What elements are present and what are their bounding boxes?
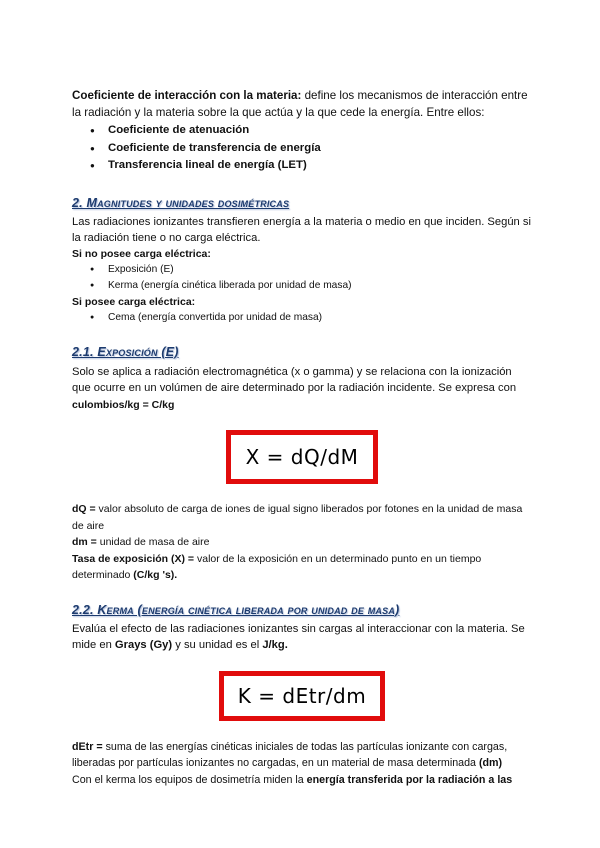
dq-definition bbox=[72, 501, 532, 534]
intro-paragraph bbox=[72, 88, 532, 121]
section-2-2-body bbox=[72, 621, 532, 654]
dq-text: valor absoluto de carga de iones de igual signo liberados por fotones en la unidad de masa de aire bbox=[72, 503, 523, 532]
formula-exposure: X = dQ/dM bbox=[226, 430, 378, 484]
section-2-body: Las radiaciones ionizantes transfieren energía a la materia o medio en que inciden. Según si la radiación tiene o no carga eléctrica. bbox=[72, 215, 531, 244]
exposure-rate-definition bbox=[72, 551, 532, 584]
kerma-unit: J/kg. bbox=[262, 639, 288, 651]
exposure-unit: culombios/kg = C/kg bbox=[72, 398, 175, 411]
list-item: ● Transferencia lineal de energía (LET) bbox=[72, 157, 532, 175]
intro-text: define los mecanismos de interacción entre la radiación y la materia sobre la que actúa y la que cede la energía. Entre ellos: bbox=[72, 89, 528, 119]
kerma-last-bold: energía transferida por la radiación a las bbox=[306, 773, 513, 786]
dm-term: dm = bbox=[72, 536, 97, 548]
charge-list bbox=[72, 310, 532, 326]
dm-definition bbox=[72, 534, 532, 551]
rate-term: Tasa de exposición (X) = bbox=[72, 552, 195, 565]
rate-text: valor de la exposición en un determinado punto en un tiempo determinado bbox=[72, 552, 482, 581]
list-item: ● Kerma (energía cinética liberada por unidad de masa) bbox=[72, 278, 532, 294]
list-item: ● Coeficiente de transferencia de energía bbox=[72, 140, 532, 158]
list-item: ● Exposición (E) bbox=[72, 262, 532, 278]
interaction-coefficients-list bbox=[72, 122, 532, 175]
formula-exposure-wrap bbox=[72, 430, 532, 484]
kerma-body-b: y su unidad es el bbox=[172, 639, 263, 651]
section-2-title: 2. Magnitudes y unidades dosimétricas bbox=[72, 195, 290, 210]
rate-unit: (C/kg 's). bbox=[133, 569, 178, 581]
detr-term: dEtr = bbox=[72, 740, 103, 753]
detr-definition bbox=[72, 739, 532, 772]
detr-unit: (dm) bbox=[478, 757, 503, 769]
dq-term: dQ = bbox=[72, 503, 96, 515]
formula-kerma-wrap bbox=[72, 671, 532, 721]
formula-kerma: K = dEtr/dm bbox=[219, 671, 385, 721]
charge-label: Si posee carga eléctrica: bbox=[72, 295, 196, 308]
section-2-1-title: 2.1. Exposición (E) bbox=[72, 344, 179, 359]
no-charge-label: Si no posee carga eléctrica: bbox=[72, 247, 211, 260]
kerma-grays: Grays (Gy) bbox=[114, 639, 173, 651]
intro-term: Coeficiente de interacción con la materia: bbox=[72, 89, 302, 102]
no-charge-list bbox=[72, 262, 532, 294]
kerma-last-line bbox=[72, 772, 532, 789]
list-item: ● Cema (energía convertida por unidad de masa) bbox=[72, 310, 532, 326]
kerma-body-a: Evalúa el efecto de las radiaciones ionizantes sin cargas al interaccionar con la materia. Se mide en bbox=[72, 622, 525, 651]
dm-text: unidad de masa de aire bbox=[96, 536, 210, 548]
section-2-1-body: Solo se aplica a radiación electromagnética (x o gamma) y se relaciona con la ionización que ocurre en un volúmen de aire determinado por la radiación incidente. Se expresa con bbox=[72, 365, 517, 394]
section-2-2-title: 2.2. Kerma (energía cinética liberada por unidad de masa) bbox=[72, 602, 400, 617]
detr-text: suma de las energías cinéticas iniciales de todas las partículas ionizante con cargas, liberadas por partículas ionizantes no cargadas, en un material de masa determinada bbox=[72, 740, 508, 769]
kerma-last-text: Con el kerma los equipos de dosimetría miden la bbox=[72, 773, 307, 786]
document-page bbox=[72, 88, 532, 788]
list-item: ● Coeficiente de atenuación bbox=[72, 122, 532, 140]
